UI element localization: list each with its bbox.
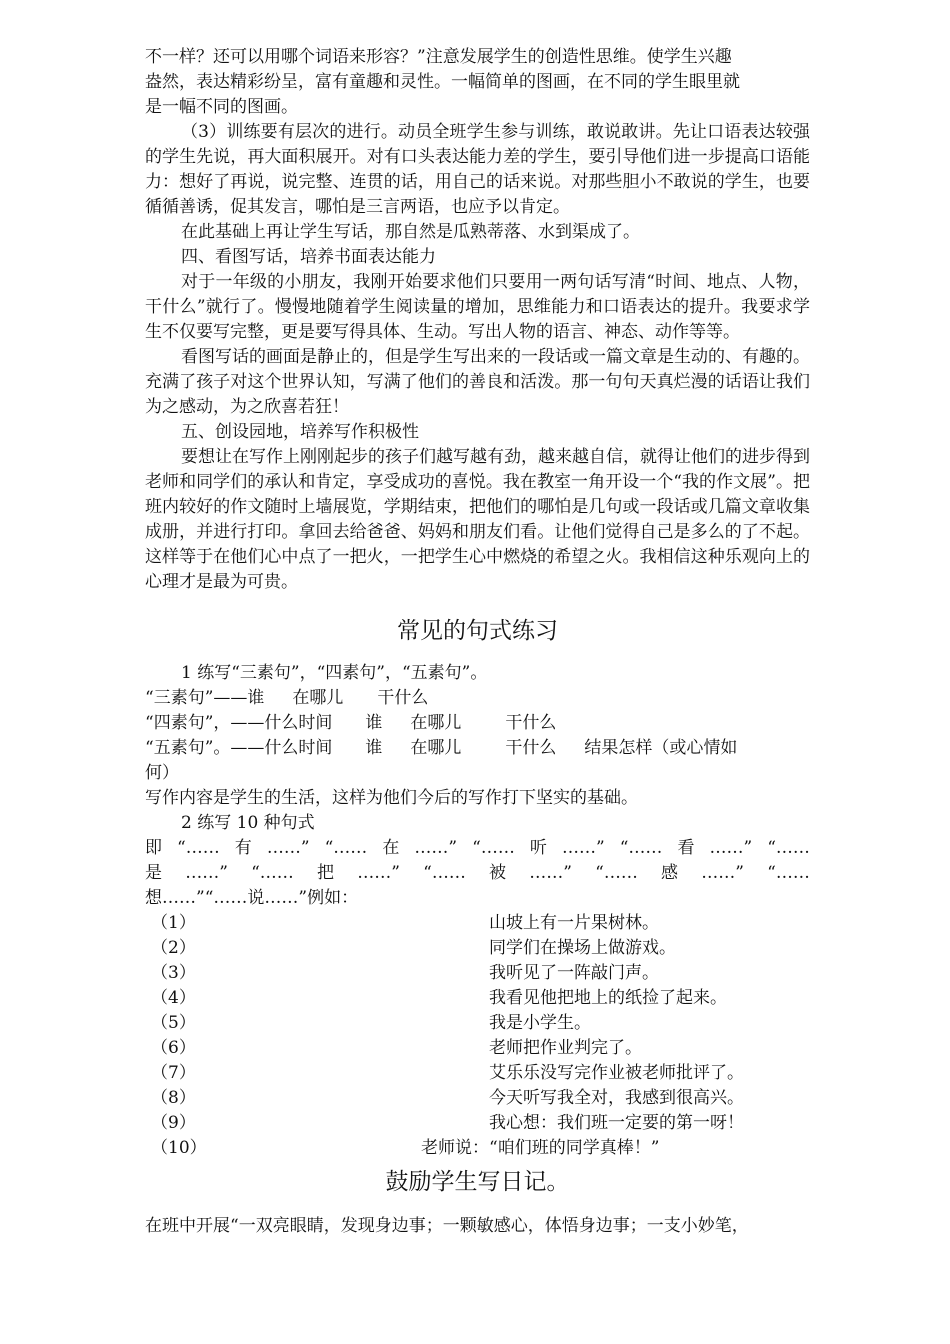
list-item [145, 1136, 810, 1161]
list-item [145, 1036, 810, 1061]
list-item [145, 1086, 810, 1111]
section-heading-four: 四、看图写话，培养书面表达能力 [181, 247, 436, 267]
paragraph-writing-base: 在此基础上再让学生写话，那自然是瓜熟蒂落、水到渠成了。 [181, 222, 640, 242]
example-sentence: 山坡上有一片果树林。 [489, 913, 659, 933]
pattern-term: 干什么 [377, 688, 429, 708]
list-item [145, 1061, 810, 1086]
item-one-heading: 1 练写“三素句”，“四素句”，“五素句”。 [181, 663, 488, 683]
item-number: （1） [151, 913, 196, 933]
pattern-token: ……” [561, 838, 605, 858]
pattern-token: 是 [145, 863, 162, 883]
five-element-sentence [145, 736, 810, 761]
paragraph-line: 在班中开展“一双亮眼睛，发现身边事；一颗敏感心，体悟身边事；一支小妙笔， [145, 1216, 749, 1236]
three-element-sentence [145, 686, 810, 711]
example-sentence: 我听见了一阵敲门声。 [489, 963, 659, 983]
item-number: （3） [151, 963, 196, 983]
four-element-sentence [145, 711, 810, 736]
pattern-term: 干什么 [505, 713, 557, 733]
pattern-term: 谁 [365, 738, 383, 758]
example-sentence: 老师说：“咱们班的同学真棒！” [421, 1138, 660, 1158]
paragraph-line: 盎然，表达精彩纷呈，富有童趣和灵性。一幅简单的图画，在不同的学生眼里就 [145, 72, 740, 92]
pattern-token: 即 [145, 838, 162, 858]
paragraph-picture-writing: 看图写话的画面是静止的，但是学生写出来的一段话或一篇文章是生动的、有趣的。充满了孩子对这个世界认知，写满了他们的善良和活泼。那一句句天真烂漫的话语让我们为之感动，为之欣喜若狂！ [145, 347, 810, 417]
item-number: （6） [151, 1038, 196, 1058]
example-sentence: 我是小学生。 [489, 1013, 591, 1033]
pattern-token: “…… [619, 838, 663, 858]
paragraph-grade-one: 对于一年级的小朋友，我刚开始要求他们只要用一两句话写清“时间、地点、人物，干什么”就行了。慢慢地随着学生阅读量的增加，思维能力和口语表达的提升。我要求学生不仅要写完整，更是要写得具体、生动。写出人物的语言、神态、动作等等。 [145, 272, 810, 342]
list-item [145, 911, 810, 936]
pattern-token: 在 [382, 838, 400, 858]
sentence-pattern-line [145, 861, 810, 886]
sentence-pattern-line: 想……”“……说……”例如： [145, 888, 359, 908]
pattern-token: 被 [489, 863, 507, 883]
pattern-term: 在哪儿 [410, 713, 462, 733]
pattern-token: “…… [324, 838, 368, 858]
pattern-token: 把 [317, 863, 335, 883]
example-sentence: 我看见他把地上的纸捡了起来。 [489, 988, 727, 1008]
pattern-token: “…… [423, 863, 466, 883]
sentence-pattern-line [145, 836, 810, 861]
practice-summary: 写作内容是学生的生活，这样为他们今后的写作打下坚实的基础。 [145, 788, 638, 808]
pattern-token: ……” [701, 863, 744, 883]
paragraph-writing-garden: 要想让在写作上刚刚起步的孩子们越写越有劲，越来越自信，就得让他们的进步得到老师和同学们的承认和肯定，享受成功的喜悦。我在教室一角开设一个“我的作文展”。把班内较好的作文随时上墙展览，学期结束，把他们的哪怕是几句或一段话或几篇文章收集成册，并进行打印。拿回去给爸爸、妈妈和朋友们看。让他们觉得自己是多么的了不起。这样等于在他们心中点了一把火，一把学生心中燃烧的希望之火。我相信这种乐观向上的心理才是最为可贵。 [145, 447, 810, 592]
pattern-token: 有 [234, 838, 252, 858]
five-element-continuation: 何） [145, 763, 179, 783]
item-number: （10） [151, 1138, 207, 1158]
pattern-token: ……” [709, 838, 753, 858]
pattern-term: “四素句”，——什么时间 [145, 713, 333, 733]
pattern-term: “三素句”——谁 [145, 688, 265, 708]
pattern-term: “五素句”。——什么时间 [145, 738, 333, 758]
section-title-diary: 鼓励学生写日记。 [385, 1169, 570, 1195]
pattern-term: 谁 [365, 713, 383, 733]
example-sentence: 今天听写我全对，我感到很高兴。 [489, 1088, 744, 1108]
pattern-term: 在哪儿 [410, 738, 462, 758]
item-number: （4） [151, 988, 196, 1008]
pattern-term: 在哪儿 [292, 688, 344, 708]
paragraph-line: 是一幅不同的图画。 [145, 97, 298, 117]
example-sentence: 我心想：我们班一定要的第一呀！ [489, 1113, 744, 1133]
item-number: （7） [151, 1063, 196, 1083]
pattern-token: “…… [251, 863, 294, 883]
list-item [145, 961, 810, 986]
example-sentence: 艾乐乐没写完作业被老师批评了。 [489, 1063, 744, 1083]
pattern-token: 听 [529, 838, 547, 858]
pattern-token: “…… [767, 838, 810, 858]
list-item [145, 986, 810, 1011]
document-body [145, 45, 810, 1239]
item-number: （8） [151, 1088, 196, 1108]
item-two-heading: 2 练写 10 种句式 [181, 813, 315, 833]
paragraph-levels: （3）训练要有层次的进行。动员全班学生参与训练，敢说敢讲。先让口语表达较强的学生先说，再大面积展开。对有口头表达能力差的学生，要引导他们进一步提高口语能力：想好了再说，说完整、连贯的话，用自己的话来说。对那些胆小不敢说的学生，也要循循善诱，促其发言，哪怕是三言两语，也应予以肯定。 [145, 122, 810, 217]
item-number: （9） [151, 1113, 196, 1133]
pattern-token: ……” [529, 863, 572, 883]
pattern-token: ……” [266, 838, 310, 858]
pattern-token: ……” [414, 838, 458, 858]
example-sentence: 老师把作业判完了。 [489, 1038, 642, 1058]
list-item [145, 1111, 810, 1136]
example-sentence: 同学们在操场上做游戏。 [489, 938, 676, 958]
pattern-token: 感 [661, 863, 679, 883]
pattern-token: 看 [677, 838, 695, 858]
list-item [145, 1011, 810, 1036]
item-number: （5） [151, 1013, 196, 1033]
pattern-token: ……” [185, 863, 228, 883]
pattern-term: 结果怎样（或心情如 [584, 738, 738, 758]
example-list [145, 911, 810, 1161]
item-number: （2） [151, 938, 196, 958]
pattern-token: ……” [357, 863, 400, 883]
paragraph-line: 不一样？还可以用哪个词语来形容？”注意发展学生的创造性思维。使学生兴趣 [145, 47, 732, 67]
pattern-token: “…… [472, 838, 515, 858]
pattern-term: 干什么 [505, 738, 557, 758]
pattern-token: “…… [595, 863, 638, 883]
pattern-token: “…… [177, 838, 220, 858]
section-title-sentence-practice: 常见的句式练习 [397, 618, 558, 644]
list-item [145, 936, 810, 961]
section-heading-five: 五、创设园地，培养写作积极性 [181, 422, 419, 442]
pattern-token: “…… [767, 863, 810, 883]
